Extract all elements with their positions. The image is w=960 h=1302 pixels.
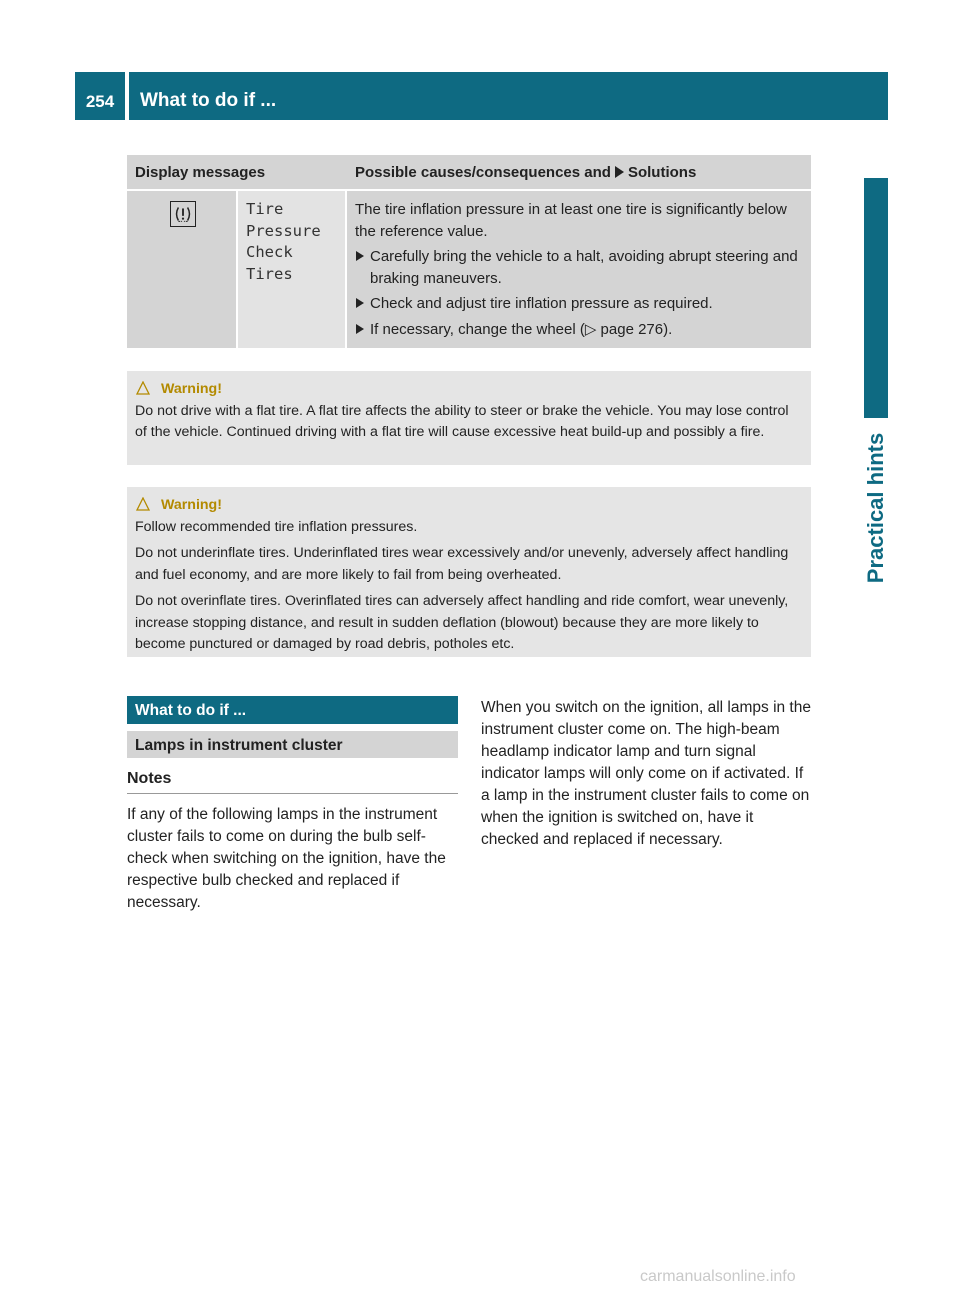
step-item: Carefully bring the vehicle to a halt, avoiding abrupt steering and braking maneuvers. xyxy=(355,246,807,289)
warning-title-text: Warning! xyxy=(161,497,222,513)
message-line: Check xyxy=(246,243,293,261)
side-label xyxy=(864,418,888,598)
warning-title xyxy=(161,379,803,401)
step-item: If necessary, change the wheel (▷ page 276). xyxy=(355,319,807,341)
page-title: What to do if ... xyxy=(129,72,888,120)
message-line: Pressure xyxy=(246,221,321,240)
table-header xyxy=(127,155,811,189)
arrow-icon xyxy=(615,166,624,178)
warning-box xyxy=(127,371,811,465)
watermark: carmanualsonline.info xyxy=(640,1268,796,1285)
message-cell xyxy=(238,191,345,348)
warning-title xyxy=(161,495,803,517)
notes-text: If any of the following lamps in the instrument cluster fails to come on during the bulb self-check when switching on the ignition, have the respective bulb checked and replaced if necessary. xyxy=(127,806,446,911)
body-text: When you switch on the ignition, all lamps in the instrument cluster come on. The high-beam headlamp indicator lamp and turn signal indicator lamps will only come on if activated. If a lamp in the instrument cluster fails to come on when the ignition is switched on, have it checked and replaced if necessary. xyxy=(481,699,811,848)
solution-cell xyxy=(347,191,811,348)
col-solutions-label: Solutions xyxy=(627,164,697,181)
table-row xyxy=(127,191,811,348)
section-subtitle: Lamps in instrument cluster xyxy=(127,731,458,758)
page-number xyxy=(75,72,125,120)
col-causes-label: Possible causes/consequences and xyxy=(355,164,611,181)
warning-box xyxy=(127,487,811,657)
step-item: Check and adjust tire inflation pressure as required. xyxy=(355,293,807,315)
solution-content xyxy=(355,199,807,340)
cause-text: The tire inflation pressure in at least one tire is significantly below the reference value. xyxy=(355,201,787,240)
warning-text: Do not overinflate tires. Overinflated tires can adversely affect handling and ride comfort, wear unevenly, increase stopping distance, and result in sudden deflation (blowout) because they are more likely to become punctured or damaged by road debris, potholes etc. xyxy=(135,593,789,652)
message-line: Tire xyxy=(246,200,284,218)
warning-triangle-icon xyxy=(136,381,150,395)
page-number-text: 254 xyxy=(85,92,115,111)
section-title: What to do if ... xyxy=(127,696,458,724)
display-message xyxy=(246,199,321,285)
side-label-text: Practical hints xyxy=(863,432,888,584)
warning-title-text: Warning! xyxy=(161,381,222,397)
col-display-messages: Display messages xyxy=(135,164,266,181)
warning-text: Do not underinflate tires. Underinflated tires wear excessively and/or unevenly, adversely affect handling and fuel economy, and are more likely to fail from being overheated. xyxy=(135,545,789,583)
warning-text: Follow recommended tire inflation pressures. xyxy=(135,518,418,535)
col-causes-solutions xyxy=(355,164,696,181)
warning-triangle-icon xyxy=(136,497,150,511)
notes-heading: Notes xyxy=(127,770,458,794)
message-line: Tires xyxy=(246,264,293,283)
tire-pressure-warning-icon xyxy=(170,201,196,227)
side-tab-marker xyxy=(864,178,888,418)
warning-text: Do not drive with a flat tire. A flat tire affects the ability to steer or brake the vehicle. You may lose control of the vehicle. Continued driving with a flat tire will cause excessive heat build-up and possibly a fire. xyxy=(135,402,789,440)
icon-cell xyxy=(127,191,236,348)
